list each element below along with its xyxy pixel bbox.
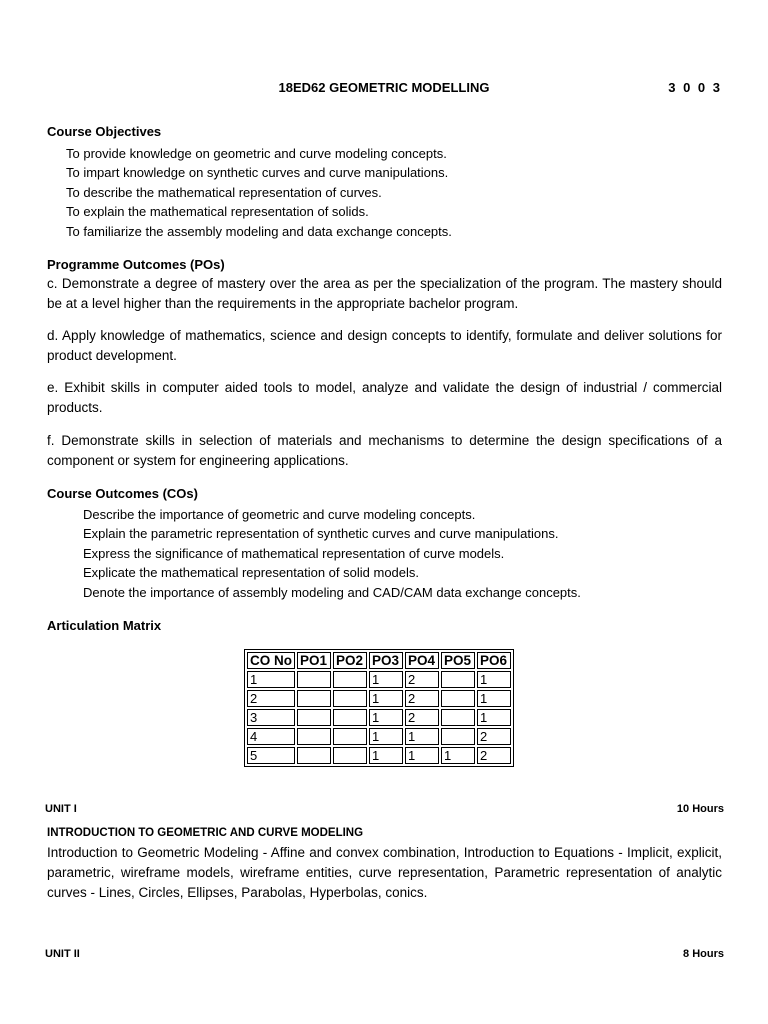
table-cell bbox=[297, 671, 331, 688]
objective-item: To provide knowledge on geometric and curve modeling concepts. bbox=[66, 146, 447, 161]
table-cell: 2 bbox=[477, 747, 511, 764]
table-cell bbox=[441, 709, 475, 726]
table-cell: 1 bbox=[405, 747, 439, 764]
outcome-item: Explicate the mathematical representation of solid models. bbox=[83, 565, 420, 581]
table-cell: 1 bbox=[477, 709, 511, 726]
table-cell: 4 bbox=[247, 728, 295, 745]
outcome-item: Express the significance of mathematical representation of curve models. bbox=[83, 545, 505, 561]
table-cell: 2 bbox=[477, 728, 511, 745]
objective-item: To impart knowledge on synthetic curves and curve manipulations. bbox=[66, 165, 449, 181]
outcome-item: Denote the importance of assembly modeling and CAD/CAM data exchange concepts. bbox=[83, 584, 581, 600]
table-row bbox=[247, 709, 511, 726]
table-cell bbox=[333, 690, 367, 707]
table-cell bbox=[297, 728, 331, 745]
objective-item: To explain the mathematical representation of solids. bbox=[66, 204, 369, 220]
table-cell: 3 bbox=[247, 709, 295, 726]
table-header-cell: PO3 bbox=[369, 652, 403, 669]
table-cell bbox=[297, 709, 331, 726]
table-cell bbox=[333, 709, 367, 726]
table-cell: 1 bbox=[369, 671, 403, 688]
outcome-item: Explain the parametric representation of synthetic curves and curve manipulations. bbox=[83, 526, 559, 542]
table-cell: 2 bbox=[247, 690, 295, 707]
course-outcomes-heading: Course Outcomes (COs) bbox=[47, 486, 198, 501]
table-header-cell: PO6 bbox=[477, 652, 511, 669]
course-title: 18ED62 GEOMETRIC MODELLING bbox=[278, 80, 490, 95]
objective-item: To describe the mathematical representation of curves. bbox=[66, 184, 382, 200]
programme-outcome-f: f. Demonstrate skills in selection of materials and mechanisms to determine the design specifications of a component or system for engineering applications. bbox=[47, 433, 722, 468]
programme-outcomes-heading: Programme Outcomes (POs) bbox=[47, 257, 225, 272]
unit2-hours: 8 Hours bbox=[683, 948, 724, 960]
table-cell: 1 bbox=[405, 728, 439, 745]
table-header-cell: PO4 bbox=[405, 652, 439, 669]
table-cell: 2 bbox=[405, 690, 439, 707]
table-cell: 2 bbox=[405, 709, 439, 726]
table-cell bbox=[333, 728, 367, 745]
table-cell bbox=[441, 690, 475, 707]
table-cell bbox=[297, 690, 331, 707]
table-row bbox=[247, 690, 511, 707]
programme-outcome-e: e. Exhibit skills in computer aided tools to model, analyze and validate the design of industrial / commercial products. bbox=[47, 380, 722, 415]
table-cell: 2 bbox=[405, 671, 439, 688]
unit1-label: UNIT I bbox=[45, 803, 77, 815]
course-objectives-heading: Course Objectives bbox=[47, 124, 162, 139]
table-header-cell: PO2 bbox=[333, 652, 367, 669]
table-cell: 1 bbox=[441, 747, 475, 764]
table-cell bbox=[333, 671, 367, 688]
unit1-body: Introduction to Geometric Modeling - Affine and convex combination, Introduction to Equations - Implicit, explicit, parametric, wireframe models, wireframe entities, curve representation, Parametric representation of analytic curves - Lines, Circles, Ellipses, Parabolas, Hyperbolas, conics. bbox=[47, 845, 722, 900]
table-row bbox=[247, 728, 511, 745]
unit1-title: INTRODUCTION TO GEOMETRIC AND CURVE MODELING bbox=[47, 827, 364, 839]
course-credits: 3 0 0 3 bbox=[668, 80, 722, 95]
table-cell bbox=[297, 747, 331, 764]
table-cell: 1 bbox=[477, 671, 511, 688]
programme-outcome-c: c. Demonstrate a degree of mastery over the area as per the specialization of the program. The mastery should be at a level higher than the requirements in the appropriate bachelor program. bbox=[47, 276, 722, 311]
objective-item: To familiarize the assembly modeling and data exchange concepts. bbox=[66, 223, 452, 239]
table-row bbox=[247, 747, 511, 764]
table-cell bbox=[441, 728, 475, 745]
outcome-item: Describe the importance of geometric and curve modeling concepts. bbox=[83, 507, 476, 522]
table-header-cell: CO No bbox=[247, 652, 295, 669]
table-cell: 1 bbox=[247, 671, 295, 688]
table-cell bbox=[441, 671, 475, 688]
table-cell: 1 bbox=[369, 728, 403, 745]
table-cell: 1 bbox=[369, 747, 403, 764]
course-outcomes-list bbox=[83, 505, 581, 602]
course-objectives-list bbox=[66, 144, 452, 241]
unit2-label: UNIT II bbox=[45, 948, 80, 960]
table-header-row bbox=[247, 652, 511, 669]
table-cell: 1 bbox=[369, 709, 403, 726]
table-cell bbox=[333, 747, 367, 764]
table-cell: 1 bbox=[369, 690, 403, 707]
articulation-matrix-heading: Articulation Matrix bbox=[47, 618, 162, 633]
unit1-hours: 10 Hours bbox=[676, 803, 724, 815]
table-cell: 5 bbox=[247, 747, 295, 764]
table-cell: 1 bbox=[477, 690, 511, 707]
table-row bbox=[247, 671, 511, 688]
programme-outcome-d: d. Apply knowledge of mathematics, science and design concepts to identify, formulate and deliver solutions for product development. bbox=[47, 328, 722, 363]
articulation-matrix-table bbox=[244, 649, 514, 767]
table-header-cell: PO1 bbox=[297, 652, 331, 669]
table-header-cell: PO5 bbox=[441, 652, 475, 669]
